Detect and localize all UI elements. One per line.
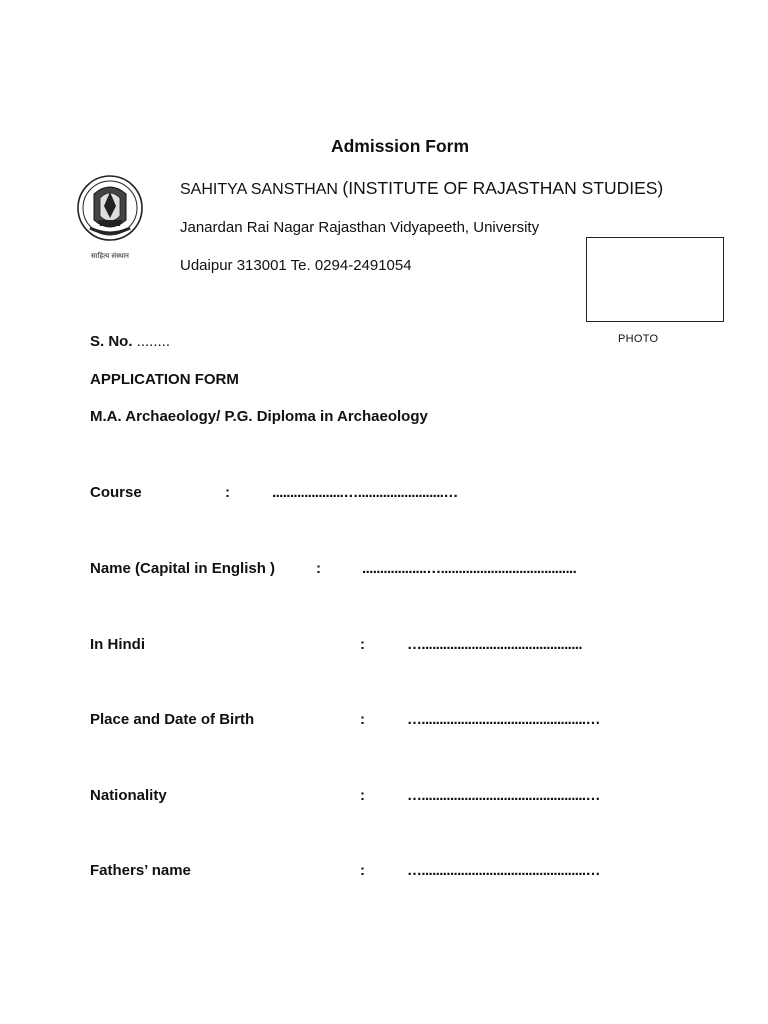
field-colon: : xyxy=(360,787,365,804)
field-colon: : xyxy=(360,636,365,653)
serial-number-label: S. No. xyxy=(90,333,137,350)
institute-name xyxy=(180,178,663,199)
field-dots-birth: …..............................................… xyxy=(407,711,600,728)
field-label-father: Fathers’ name xyxy=(90,862,191,879)
institute-name-part2: (INSTITUTE OF RAJASTHAN STUDIES) xyxy=(342,178,664,198)
field-colon: : xyxy=(225,484,230,501)
field-dots-name: ..................…...................................... xyxy=(362,560,577,577)
institute-contact-line: Udaipur 313001 Te. 0294-2491054 xyxy=(180,257,412,274)
photo-label: PHOTO xyxy=(618,333,659,345)
university-seal-icon xyxy=(76,172,144,264)
section-title: APPLICATION FORM xyxy=(90,371,239,388)
field-dots-course: ....................…........................… xyxy=(272,484,458,501)
field-label-hindi: In Hindi xyxy=(90,636,145,653)
field-label-course: Course xyxy=(90,484,142,501)
field-colon: : xyxy=(316,560,321,577)
photo-box xyxy=(586,237,724,322)
institute-address-line: Janardan Rai Nagar Rajasthan Vidyapeeth, University xyxy=(180,219,540,236)
institute-name-part1: SAHITYA SANSTHAN xyxy=(180,181,343,198)
field-dots-father: …..............................................… xyxy=(407,862,600,879)
field-label-nationality: Nationality xyxy=(90,787,167,804)
field-dots-nationality: …..............................................… xyxy=(407,787,600,804)
field-dots-hindi: …............................................. xyxy=(407,636,582,653)
field-label-name: Name (Capital in English ) xyxy=(90,560,276,577)
serial-number xyxy=(90,333,170,350)
field-colon: : xyxy=(360,862,365,879)
serial-number-dots: ........ xyxy=(136,333,171,350)
form-title: Admission Form xyxy=(330,136,470,156)
field-colon: : xyxy=(360,711,365,728)
field-label-birth: Place and Date of Birth xyxy=(90,711,255,728)
seal-caption-text: साहित्य संस्थान xyxy=(91,252,129,260)
program-title: M.A. Archaeology/ P.G. Diploma in Archaeology xyxy=(90,408,428,425)
